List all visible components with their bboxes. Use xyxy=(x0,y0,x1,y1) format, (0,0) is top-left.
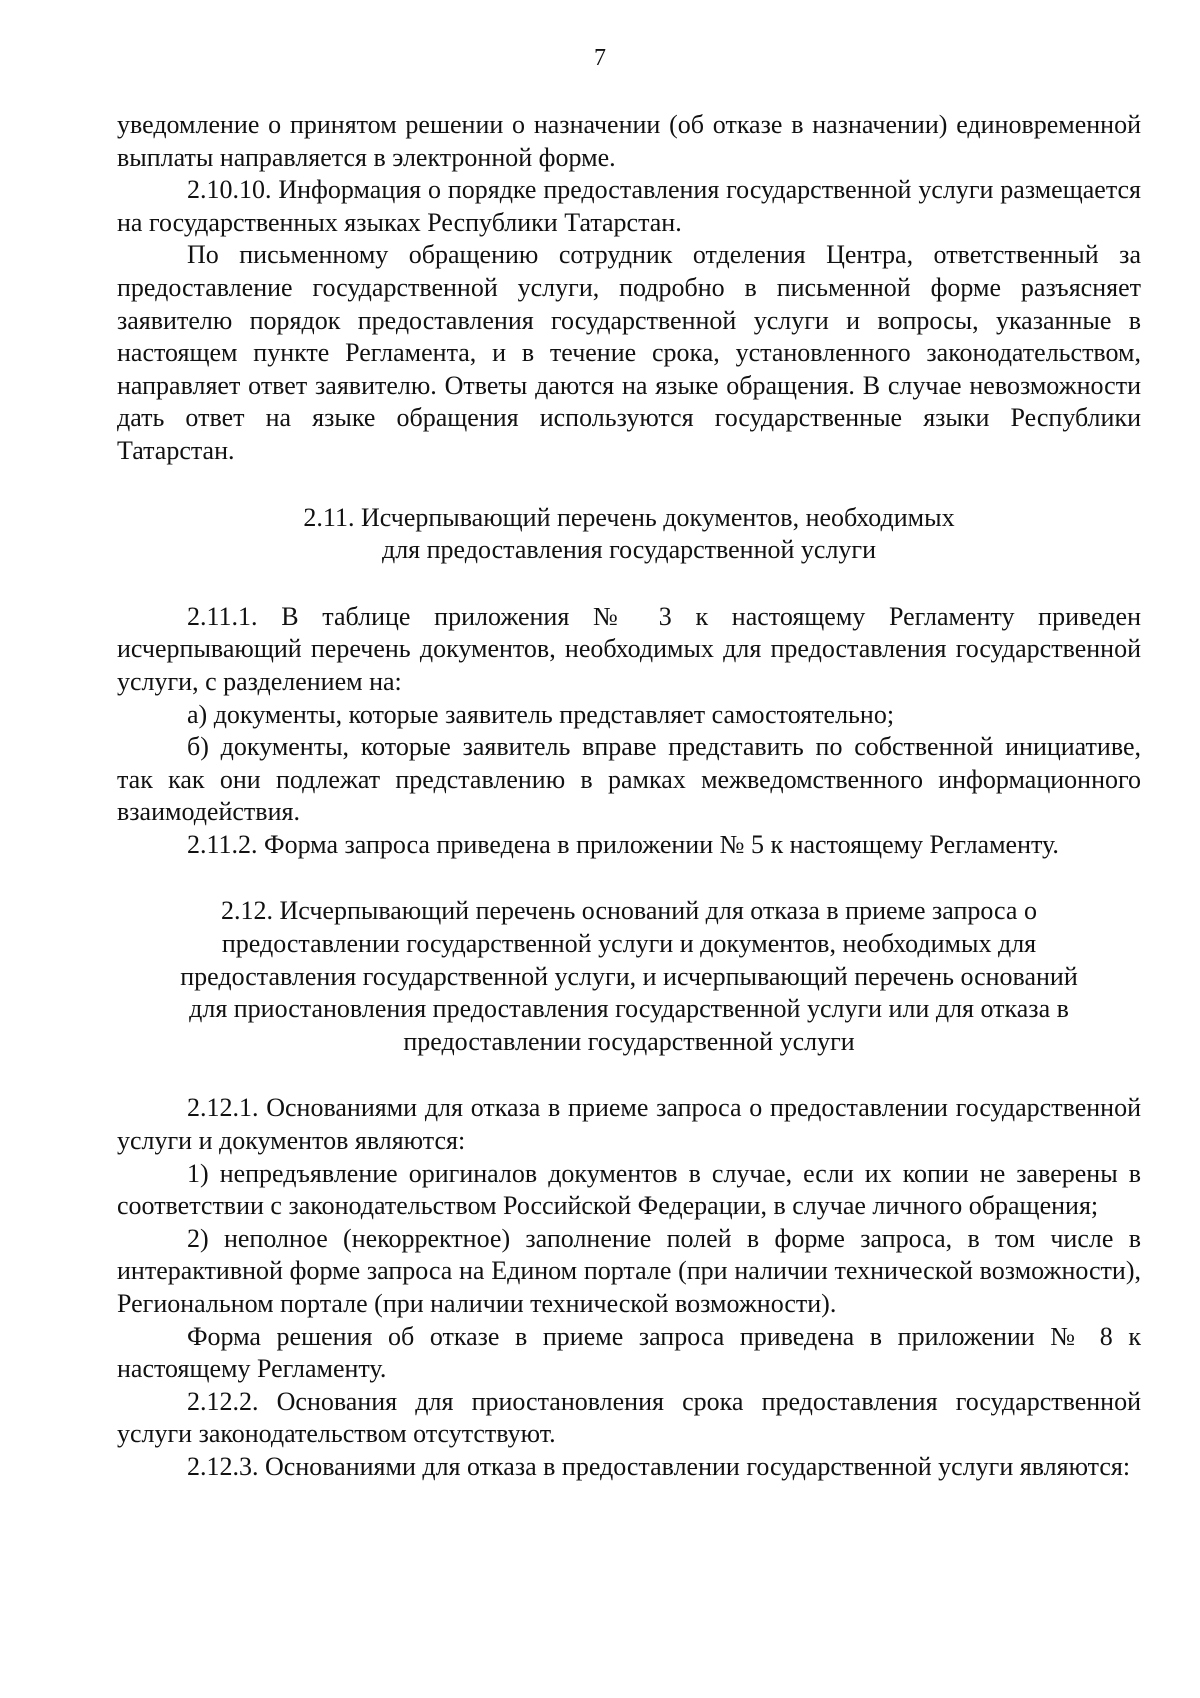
heading-line: 2.11. Исчерпывающий перечень документов, необходимых xyxy=(303,502,955,532)
list-item-a: а) документы, которые заявитель представляет самостоятельно; xyxy=(187,699,895,729)
list-item-1: 1) непредъявление оригиналов документов в случае, если их копии не заверены в соответствии с законодательством Российской Федерации, в случае личного обращения; xyxy=(117,1158,1141,1221)
document-body xyxy=(117,109,1141,1484)
heading-line: для приостановления предоставления государственной услуги или для отказа в xyxy=(189,994,1069,1024)
list-item-2: 2) неполное (некорректное) заполнение полей в форме запроса, в том числе в интерактивной форме запроса на Едином портале (при наличии технической возможности), Региональном портале (при наличии технической возможности). xyxy=(117,1223,1141,1318)
section-heading-2-11 xyxy=(117,502,1141,567)
paragraph-notification: уведомление о принятом решении о назначении (об отказе в назначении) единовременной выплаты направляется в электронной форме. xyxy=(117,110,1141,172)
list-item-b: б) документы, которые заявитель вправе представить по собственной инициативе, так как они подлежат представлению в рамках межведомственного информационного взаимодействия. xyxy=(117,732,1141,827)
paragraph-refusal-form: Форма решения об отказе в приеме запроса приведена в приложении № 8 к настоящему Регламенту. xyxy=(117,1321,1141,1384)
paragraph-2-12-3: 2.12.3. Основаниями для отказа в предоставлении государственной услуги являются: xyxy=(187,1451,1131,1481)
paragraph-2-12-2: 2.12.2. Основания для приостановления срока предоставления государственной услуги законодательством отсутствуют. xyxy=(117,1386,1141,1449)
paragraph-written-request: По письменному обращению сотрудник отделения Центра, ответственный за предоставление государственной услуги, подробно в письменной форме разъясняет заявителю порядок предоставления государственной услуги и вопросы, указанные в настоящем пункте Регламента, и в течение срока, установленного законодательством, направляет ответ заявителю. Ответы даются на языке обращения. В случае невозможности дать ответ на языке обращения используются государственные языки Республики Татарстан. xyxy=(117,240,1141,465)
heading-line: 2.12. Исчерпывающий перечень оснований для отказа в приеме запроса о xyxy=(221,896,1037,926)
heading-line: предоставления государственной услуги, и исчерпывающий перечень оснований xyxy=(180,961,1078,991)
heading-line: для предоставления государственной услуги xyxy=(381,535,877,565)
paragraph-2-11-1: 2.11.1. В таблице приложения № 3 к настоящему Регламенту приведен исчерпывающий перечень документов, необходимых для предоставления государственной услуги, с разделением на: xyxy=(117,601,1141,696)
paragraph-2-12-1: 2.12.1. Основаниями для отказа в приеме запроса о предоставлении государственной услуги и документов являются: xyxy=(117,1093,1141,1156)
page-number: 7 xyxy=(594,45,606,71)
paragraph-2-10-10: 2.10.10. Информация о порядке предоставления государственной услуги размещается на государственных языках Республики Татарстан. xyxy=(117,175,1141,237)
paragraph-2-11-2: 2.11.2. Форма запроса приведена в приложении № 5 к настоящему Регламенту. xyxy=(187,829,1059,859)
heading-line: предоставлении государственной услуги xyxy=(403,1026,855,1056)
heading-line: предоставлении государственной услуги и документов, необходимых для xyxy=(221,929,1037,959)
section-heading-2-12 xyxy=(117,895,1141,1058)
